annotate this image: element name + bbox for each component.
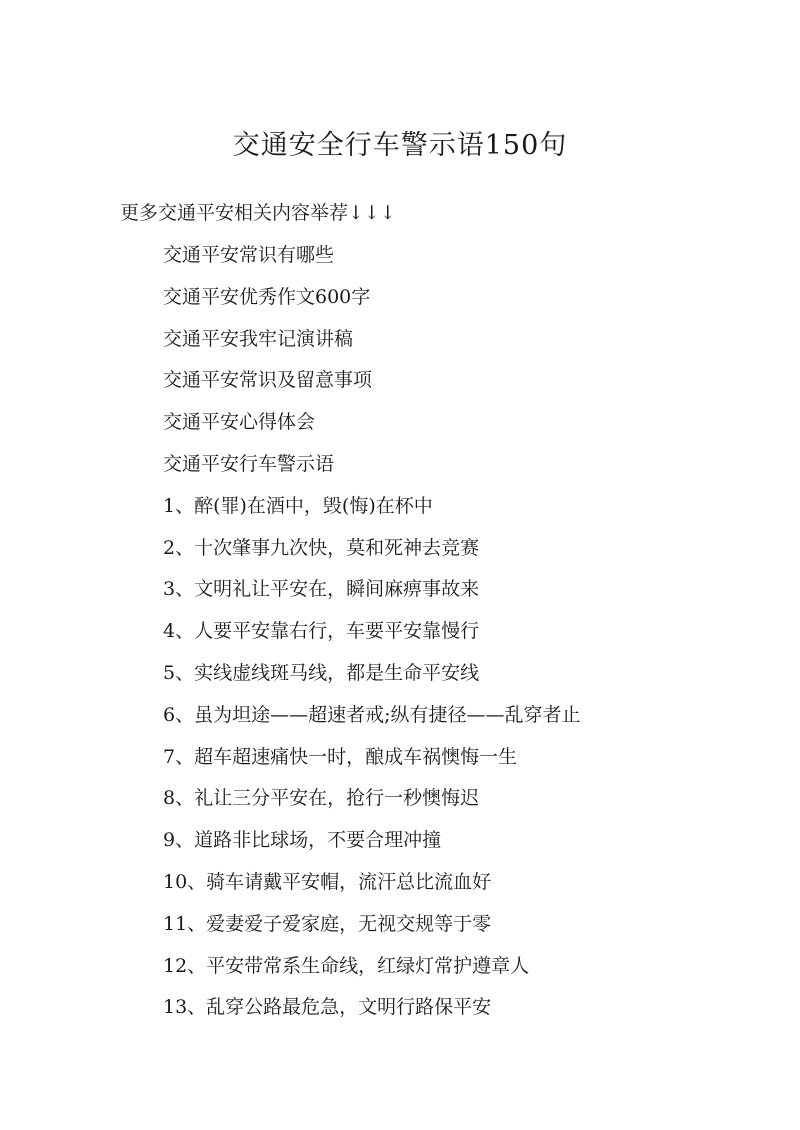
slogan-item: 8、礼让三分平安在，抢行一秒懊悔迟 [163, 787, 480, 810]
related-link[interactable]: 交通平安常识有哪些 [163, 244, 335, 266]
slogan-item: 10、骑车请戴平安帽，流汗总比流血好 [163, 870, 492, 893]
slogan-item: 9、道路非比球场，不要合理冲撞 [163, 829, 442, 852]
slogan-item: 6、虽为坦途——超速者戒;纵有捷径——乱穿者止 [163, 703, 581, 726]
slogan-item: 7、超车超速痛快一时，酿成车祸懊悔一生 [163, 745, 518, 768]
slogan-item: 1、醉(罪)在酒中，毁(悔)在杯中 [163, 494, 433, 517]
content-list [163, 240, 581, 1034]
related-link[interactable]: 交通平安心得体会 [163, 411, 316, 434]
slogan-item: 13、乱穿公路最危急，文明行路保平安 [163, 996, 492, 1019]
slogan-item: 12、平安带常系生命线，红绿灯常护遵章人 [163, 954, 530, 977]
related-intro: 更多交通平安相关内容举荐↓↓↓ [120, 202, 396, 224]
slogan-item: 11、爱妻爱子爱家庭，无视交规等于零 [163, 912, 492, 935]
slogan-item: 4、人要平安靠右行，车要平安靠慢行 [163, 620, 480, 643]
related-link[interactable]: 交通平安行车警示语 [163, 452, 335, 475]
related-link[interactable]: 交通平安常识及留意事项 [163, 369, 373, 392]
related-link[interactable]: 交通平安我牢记演讲稿 [163, 327, 354, 350]
slogan-item: 2、十次肇事九次快，莫和死神去竞赛 [163, 536, 480, 559]
slogan-item: 5、实线虚线斑马线，都是生命平安线 [163, 661, 480, 684]
slogan-item: 3、文明礼让平安在，瞬间麻痹事故来 [163, 578, 480, 601]
document-title: 交通安全行车警示语150句 [232, 130, 568, 161]
related-link[interactable]: 交通平安优秀作文600字 [163, 285, 371, 308]
